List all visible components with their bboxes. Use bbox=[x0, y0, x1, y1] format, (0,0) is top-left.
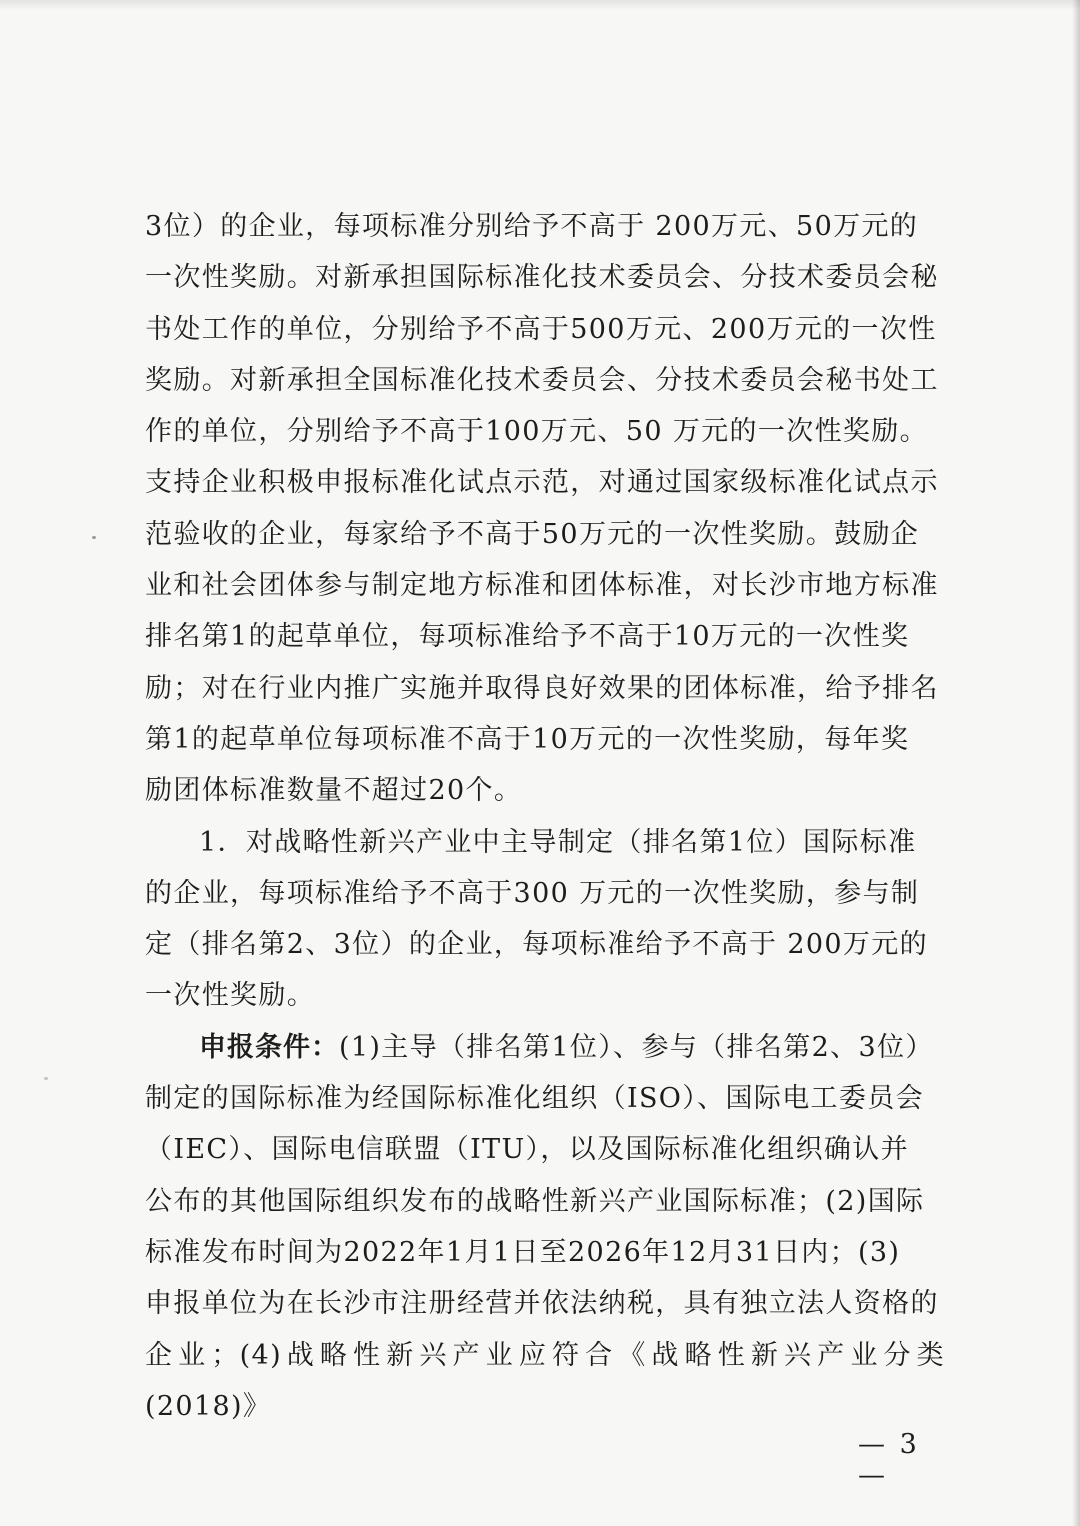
text-line: 1．对战略性新兴产业中主导制定（排名第1位）国际标准 bbox=[199, 826, 917, 858]
paragraph-2 bbox=[145, 817, 945, 1022]
text-line: 奖励。对新承担全国标准化技术委员会、分技术委员会秘书处工 bbox=[145, 364, 939, 396]
text-line: 支持企业积极申报标准化试点示范，对通过国家级标准化试点示 bbox=[145, 467, 939, 499]
text-line: 书处工作的单位，分别给予不高于500万元、200万元的一次性 bbox=[145, 313, 937, 345]
text-line: 第1的起草单位每项标准不高于10万元的一次性奖励，每年奖 bbox=[145, 723, 910, 755]
text-line: 一次性奖励。 bbox=[145, 980, 316, 1012]
text-line: 制定的国际标准为经国际标准化组织（ISO）、国际电工委员会 bbox=[145, 1083, 924, 1115]
paragraph-3 bbox=[145, 1022, 945, 1432]
application-conditions-label: 申报条件： bbox=[199, 1031, 339, 1063]
text-line: 申报单位为在长沙市注册经营并依法纳税，具有独立法人资格的 bbox=[145, 1288, 939, 1320]
text-line: (1)主导（排名第1位）、参与（排名第2、3位） bbox=[339, 1031, 934, 1063]
page-top-edge bbox=[0, 0, 1080, 10]
text-line: 定（排名第2、3位）的企业，每项标准给予不高于 200万元的 bbox=[145, 929, 928, 961]
text-line: 企业；(4)战略性新兴产业应符合《战略性新兴产业分类(2018)》 bbox=[145, 1339, 945, 1422]
text-line: 业和社会团体参与制定地方标准和团体标准，对长沙市地方标准 bbox=[145, 570, 939, 602]
page-right-edge-shadow bbox=[1072, 0, 1080, 1526]
page-number: — 3 — bbox=[858, 1429, 920, 1491]
text-line: 范验收的企业，每家给予不高于50万元的一次性奖励。鼓励企 bbox=[145, 518, 920, 550]
text-line: 排名第1的起草单位，每项标准给予不高于10万元的一次性奖 bbox=[145, 621, 910, 653]
text-line: 作的单位，分别给予不高于100万元、50 万元的一次性奖励。 bbox=[145, 416, 928, 448]
text-line: 励团体标准数量不超过20个。 bbox=[145, 775, 523, 807]
text-line: 公布的其他国际组织发布的战略性新兴产业国际标准；(2)国际 bbox=[145, 1185, 925, 1217]
scan-speck bbox=[92, 536, 96, 539]
text-line: 3位）的企业，每项标准分别给予不高于 200万元、50万元的 bbox=[145, 211, 919, 242]
text-line: 的企业，每项标准给予不高于300 万元的一次性奖励，参与制 bbox=[145, 877, 920, 909]
text-line: 标准发布时间为2022年1月1日至2026年12月31日内；(3) bbox=[145, 1236, 901, 1268]
scan-speck bbox=[44, 1077, 48, 1080]
paragraph-1 bbox=[145, 201, 945, 817]
text-line: 励；对在行业内推广实施并取得良好效果的团体标准，给予排名 bbox=[145, 672, 939, 704]
text-line: 一次性奖励。对新承担国际标准化技术委员会、分技术委员会秘 bbox=[145, 262, 939, 294]
text-line: （IEC）、国际电信联盟（ITU），以及国际标准化组织确认并 bbox=[145, 1134, 909, 1166]
document-body bbox=[145, 201, 945, 1432]
